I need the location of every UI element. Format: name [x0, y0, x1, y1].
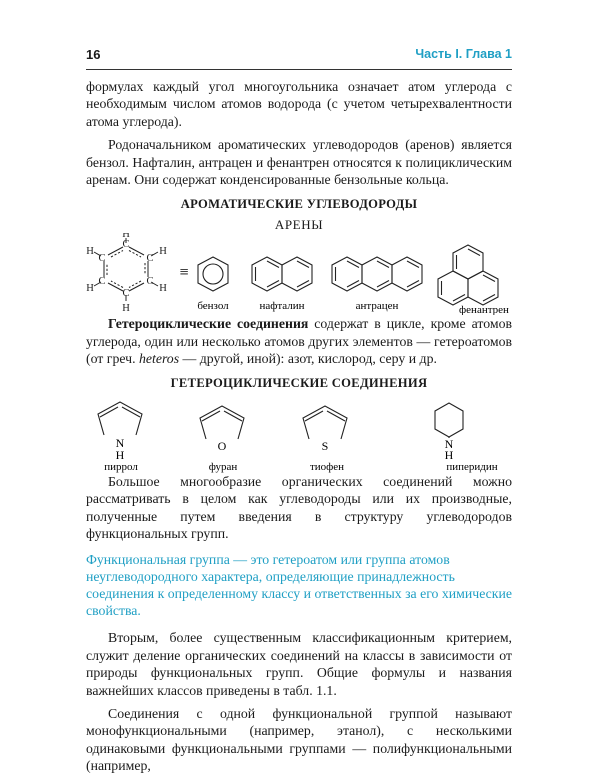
hydrogen-atom-label: H — [159, 246, 167, 258]
hydrogen-atom-label: H — [122, 233, 130, 241]
arenes-figure — [86, 233, 512, 315]
naphthalene-structure — [252, 257, 312, 291]
paragraph-1: формулах каждый угол многоугольника означает атом углерода с необходимым числом атомов водорода (с учетом четырехвалентности атома углерода). — [86, 79, 512, 129]
benzene-structure — [198, 257, 228, 291]
carbon-atom-label: C — [146, 276, 154, 288]
carbon-atom-label: C — [122, 239, 130, 251]
hydrogen-atom-label: H — [444, 447, 454, 462]
aromatic-heading: АРОМАТИЧЕСКИЕ УГЛЕВОДОРОДЫ — [180, 197, 418, 212]
arenes-structures — [86, 233, 512, 315]
heterocyclic-heading: ГЕТЕРОЦИКЛИЧЕСКИЕ СОЕДИНЕНИЯ — [170, 376, 428, 391]
anthracene-structure — [332, 257, 422, 291]
carbon-atom-label: C — [122, 288, 130, 300]
functional-group-definition: Функциональная группа — это гетероатом или группа атомов неуглеводородного характера, определяющие принадлежность соединения к определенному классу и ответственных за его химические свойства. — [86, 551, 513, 619]
nitrogen-atom-label: N — [115, 435, 125, 450]
caption-pyrrole: пиррол — [104, 460, 138, 473]
header-rule — [86, 69, 512, 70]
furan-structure — [200, 406, 244, 439]
page-number: 16 — [86, 47, 101, 62]
paragraph-5: Вторым, более существенным классификационным критерием, служит деление органических соединений на классы в зависимости от природы функциональных групп. Общие формулы и названия важнейших классов приведены в табл. 1.1. — [86, 630, 512, 698]
thiophene-structure — [303, 406, 347, 439]
caption-piperidine: пиперидин — [446, 460, 498, 473]
arenes-subheading: АРЕНЫ — [274, 216, 324, 232]
nitrogen-atom-label: N — [444, 436, 454, 451]
oxygen-atom-label: O — [217, 438, 227, 453]
hydrogen-atom-label: H — [115, 447, 125, 462]
carbon-atom-label: C — [98, 253, 106, 265]
caption-anthracene: антрацен — [355, 300, 399, 313]
hydrogen-atom-label: H — [86, 246, 94, 258]
equivalence-sign: ≡ — [179, 264, 189, 282]
paragraph-4: Большое многообразие органических соединений можно рассматривать в целом как углеводороды или их производные, полученные путем введения в структуру углеводородов функциональных групп. — [86, 473, 512, 542]
page-header — [86, 47, 512, 65]
paragraph-6: Соединения с одной функциональной группой называют монофункциональными (например, этанол), с несколькими одинаковыми функциональными группами — полифункциональными (например, — [86, 705, 512, 774]
carbon-atom-label: C — [98, 276, 106, 288]
heterocycles-figure — [86, 395, 512, 473]
caption-thiophene: тиофен — [309, 460, 345, 473]
paragraph-3-part-b: — другой, иной): азот, кислород, серу и др. — [179, 351, 437, 367]
sulfur-atom-label: S — [321, 438, 329, 453]
piperidine-structure — [435, 403, 463, 438]
term-heterocyclic: Гетероциклические соединения — [108, 316, 309, 332]
caption-phenanthrene: фенантрен — [459, 304, 509, 316]
paragraph-2: Родоначальником ароматических углеводородов (аренов) является бензол. Нафталин, антрацен и фенантрен относятся к полициклическим аренам. Они содержат конденсированные бензольные кольца. — [86, 137, 512, 188]
caption-naphthalene: нафталин — [259, 300, 305, 313]
kekule-benzene — [86, 233, 167, 314]
carbon-atom-label: C — [146, 253, 154, 265]
running-head: Часть I. Глава 1 — [415, 47, 512, 61]
hydrogen-atom-label: H — [86, 283, 94, 295]
caption-furan: фуран — [208, 460, 238, 473]
page-content — [86, 78, 512, 781]
paragraph-heterocyclic-definition — [86, 315, 512, 367]
paragraph-3-part-a: содержат в цикле, кроме атомов углерода, один или несколько атомов других элементов — гетероатомов (от греч. — [86, 316, 513, 367]
caption-benzene: бензол — [197, 300, 229, 313]
hydrogen-atom-label: H — [122, 303, 130, 315]
pyrrole-structure — [98, 402, 142, 435]
term-heteros: heteros — [138, 351, 180, 367]
heterocycles-structures — [86, 395, 512, 473]
hydrogen-atom-label: H — [159, 283, 167, 295]
phenanthrene-structure — [438, 245, 498, 305]
